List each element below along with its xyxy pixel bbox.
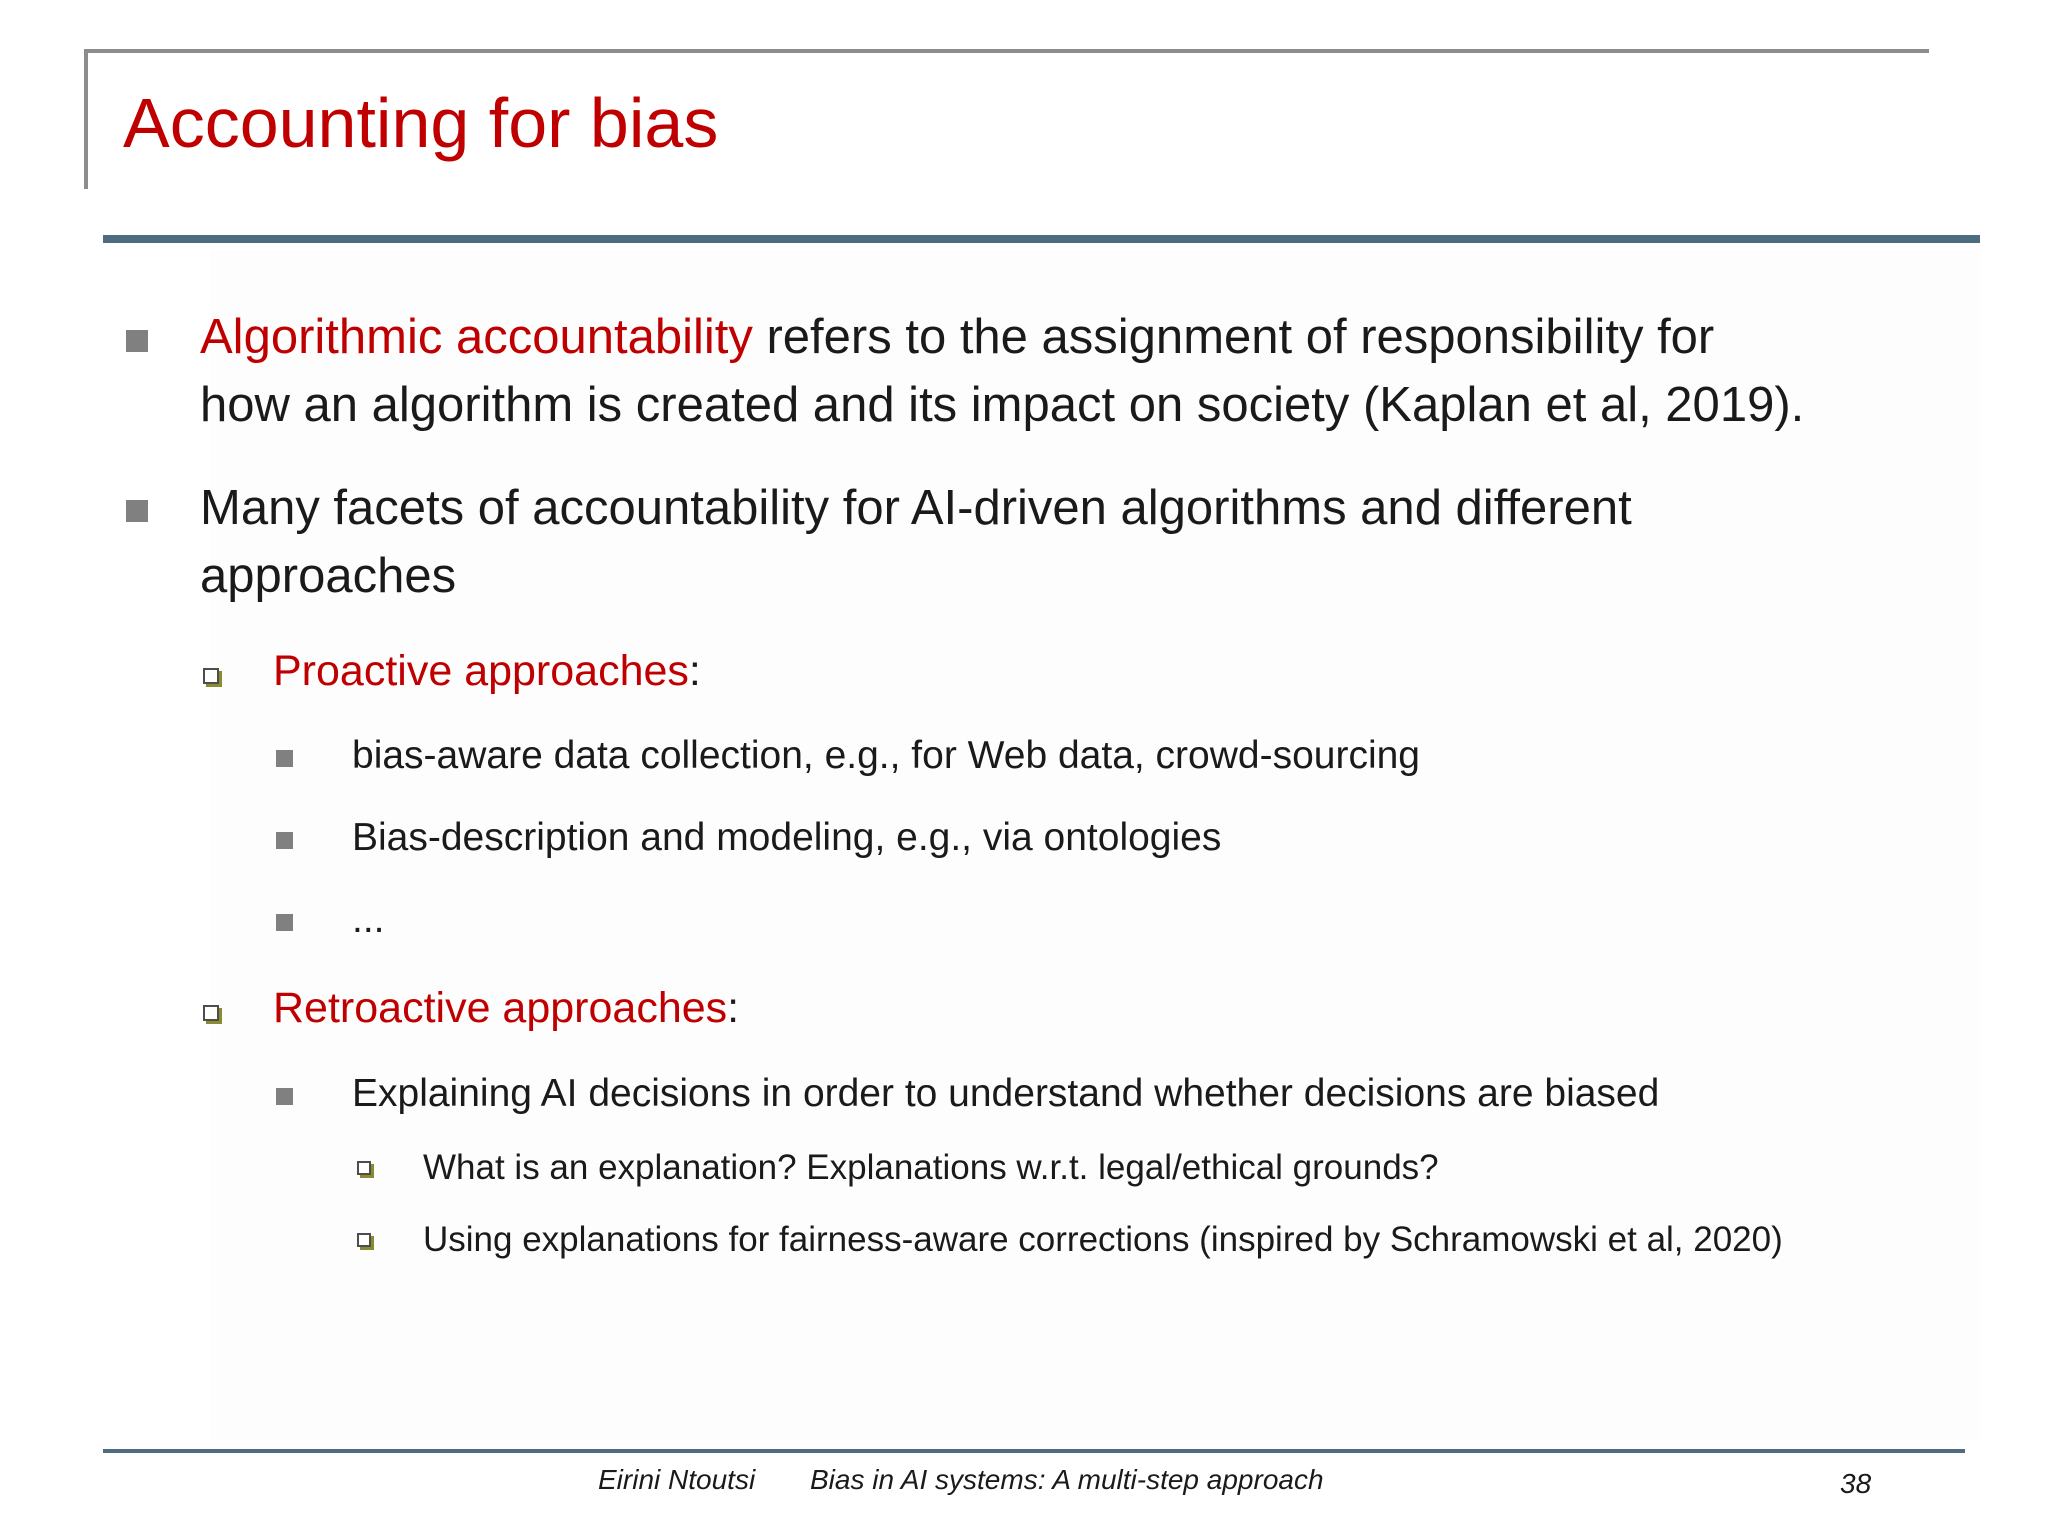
checkbox-bullet-icon — [357, 1233, 371, 1247]
bullet-square-icon — [276, 750, 293, 767]
bullet-square-icon — [276, 914, 293, 931]
footer-author: Eirini Ntoutsi — [598, 1464, 756, 1495]
page-number: 38 — [1840, 1468, 1872, 1499]
proactive-item: Bias-description and modeling, e.g., via ontologies — [352, 816, 1222, 859]
bullet-text-line2: approaches — [200, 549, 457, 603]
proactive-label: Proactive approaches — [273, 647, 689, 695]
checkbox-bullet-icon — [203, 1005, 219, 1021]
bullet-many-facets — [200, 474, 1940, 610]
bullet-text-line1: refers to the assignment of responsibility for — [752, 310, 1715, 364]
checkbox-bullet-icon — [203, 668, 219, 684]
bullet-square-icon — [276, 832, 293, 849]
footer-divider — [103, 1449, 1965, 1453]
bullet-text-line1: Many facets of accountability for AI-driven algorithms and different — [200, 481, 1632, 535]
bullet-square-icon — [126, 330, 148, 352]
retroactive-label: Retroactive approaches — [273, 984, 728, 1032]
retroactive-approaches-heading — [273, 980, 739, 1036]
proactive-item: bias-aware data collection, e.g., for Web data, crowd-sourcing — [352, 734, 1420, 777]
proactive-item: ... — [352, 898, 385, 941]
title-divider — [103, 235, 1980, 243]
proactive-suffix: : — [688, 647, 701, 695]
title-frame-left — [84, 49, 88, 189]
highlight-term: Algorithmic accountability — [200, 310, 753, 364]
retroactive-subitem: Using explanations for fairness-aware corrections (inspired by Schramowski et al, 2020) — [423, 1220, 1783, 1259]
retroactive-suffix: : — [727, 984, 740, 1032]
slide-title: Accounting for bias — [123, 84, 719, 162]
bullet-text-line2: how an algorithm is created and its impact on society (Kaplan et al, 2019). — [200, 378, 1805, 432]
checkbox-bullet-icon — [357, 1161, 371, 1175]
bullet-square-icon — [276, 1088, 293, 1105]
footer-talk-title: Bias in AI systems: A multi-step approach — [810, 1464, 1324, 1495]
bullet-algorithmic-accountability — [200, 303, 1940, 439]
title-frame-top — [84, 49, 1929, 53]
retroactive-subitem: What is an explanation? Explanations w.r.t. legal/ethical grounds? — [423, 1148, 1439, 1187]
retroactive-item: Explaining AI decisions in order to understand whether decisions are biased — [352, 1072, 1660, 1115]
proactive-approaches-heading — [273, 643, 701, 699]
bullet-square-icon — [126, 500, 148, 522]
